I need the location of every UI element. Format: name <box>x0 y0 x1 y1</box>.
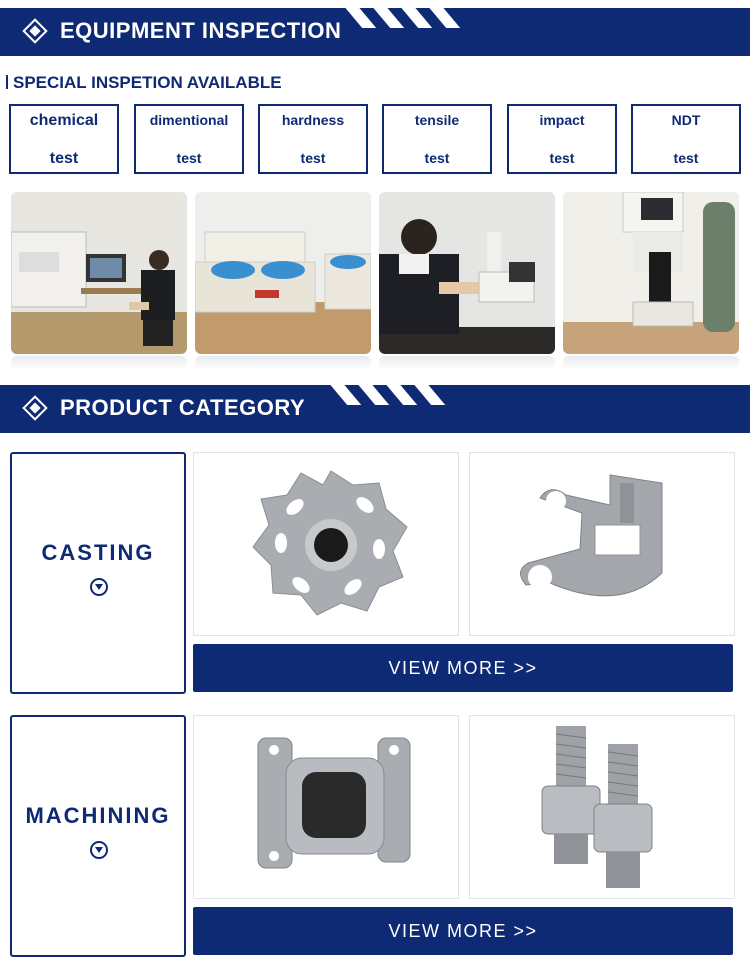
view-more-button[interactable]: VIEW MORE >> <box>193 907 733 955</box>
photo-reflection <box>195 356 371 370</box>
diamond-icon <box>22 395 47 420</box>
photo-reflection <box>11 356 187 370</box>
test-label: impact <box>539 111 585 128</box>
photo-reflection <box>563 356 739 370</box>
test-label: chemical <box>29 111 99 129</box>
test-tensile[interactable] <box>382 104 492 174</box>
equipment-banner <box>0 8 750 56</box>
product-card-machining-bolts[interactable] <box>469 715 735 899</box>
test-label: test <box>673 149 699 166</box>
test-label: test <box>300 149 326 166</box>
test-ndt[interactable] <box>631 104 741 174</box>
stripe-decoration <box>345 8 455 24</box>
lab-photo-microscope <box>379 192 555 354</box>
category-machining[interactable] <box>10 715 186 957</box>
product-card-machining-valve[interactable] <box>193 715 459 899</box>
test-label: test <box>176 149 202 166</box>
test-dimentional[interactable] <box>134 104 244 174</box>
lab-photo-polisher <box>195 192 371 354</box>
diamond-icon <box>22 18 47 43</box>
test-label: tensile <box>414 111 460 128</box>
test-label: test <box>424 149 450 166</box>
test-chemical[interactable] <box>9 104 119 174</box>
lab-photo-hardness-tester <box>563 192 739 354</box>
category-casting[interactable] <box>10 452 186 694</box>
category-label: MACHINING <box>25 803 171 828</box>
view-more-button[interactable]: VIEW MORE >> <box>193 644 733 692</box>
test-label: hardness <box>281 111 345 128</box>
sub-heading-text: SPECIAL INSPETION AVAILABLE <box>13 73 282 92</box>
lab-photo-spectrometer <box>11 192 187 354</box>
test-label: dimentional <box>149 111 229 128</box>
product-banner <box>0 385 750 433</box>
product-card-casting-bracket[interactable] <box>469 452 735 636</box>
sub-heading <box>6 73 282 93</box>
product-card-casting-wheel[interactable] <box>193 452 459 636</box>
category-label: CASTING <box>41 540 155 565</box>
test-label: test <box>49 149 79 167</box>
test-hardness[interactable] <box>258 104 368 174</box>
stripe-decoration <box>330 385 440 401</box>
banner-notch <box>0 0 350 8</box>
section-title: EQUIPMENT INSPECTION <box>60 18 342 43</box>
test-label: NDT <box>671 111 701 128</box>
photo-reflection <box>379 356 555 370</box>
chevron-down-icon[interactable] <box>90 578 108 596</box>
test-impact[interactable] <box>507 104 617 174</box>
section-title: PRODUCT CATEGORY <box>60 395 306 420</box>
chevron-down-icon[interactable] <box>90 841 108 859</box>
test-label: test <box>549 149 575 166</box>
